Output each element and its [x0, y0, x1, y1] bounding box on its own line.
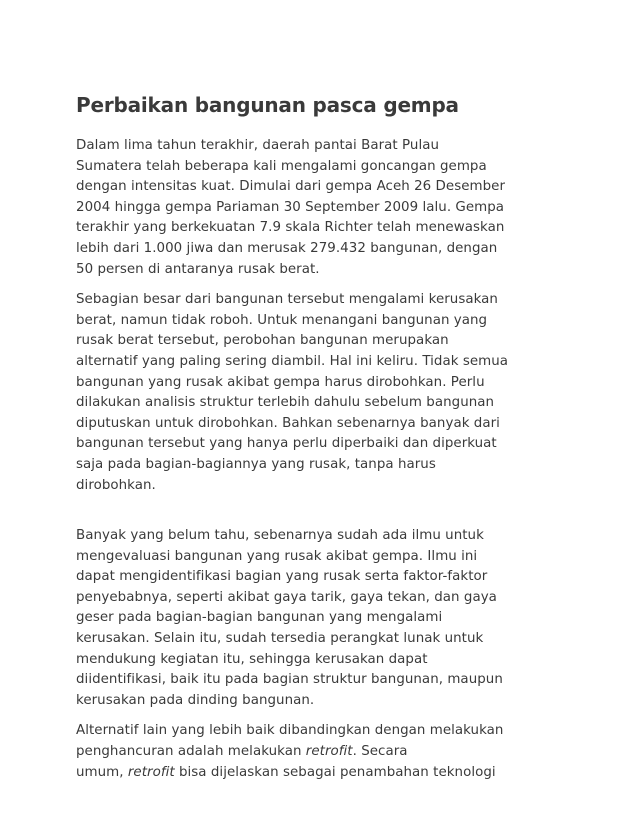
paragraph-4	[76, 721, 566, 783]
document-page	[76, 92, 566, 793]
retrofit-term-2: retrofit	[127, 764, 175, 780]
paragraph-3: Banyak yang belum tahu, sebenarnya sudah ada ilmu untuk mengevaluasi bangunan yang rusak akibat gempa. Ilmu ini dapat mengidentifikasi bagian yang rusak serta faktor-faktor penyebabnya, seperti akibat gaya tarik, gaya tekan, dan gaya geser pada bagian-bagian bangunan yang mengalami kerusakan. Selain itu, sudah tersedia perangkat lunak untuk mendukung kegiatan itu, sehingga kerusakan dapat diidentifikasi, baik itu pada bagian struktur bangunan, maupun kerusakan pada dinding bangunan.	[76, 528, 503, 708]
paragraph-4-line-2-prefix: penghancuran adalah melakukan	[76, 744, 306, 760]
document-title: Perbaikan bangunan pasca gempa	[76, 93, 459, 117]
paragraph-2: Sebagian besar dari bangunan tersebut mengalami kerusakan berat, namun tidak roboh. Untuk menangani bangunan yang rusak berat tersebut, perobohan bangunan merupakan alternatif yang paling sering diambil. Hal ini keliru. Tidak semua bangunan yang rusak akibat gempa harus dirobohkan. Perlu dilakukan analisis struktur terlebih dahulu sebelum bangunan diputuskan untuk dirobohkan. Bahkan sebenarnya banyak dari bangunan tersebut yang hanya perlu diperbaiki dan diperkuat saja pada bagian-bagiannya yang rusak, tanpa harus dirobohkan.	[76, 292, 509, 493]
paragraph-4-line-3-prefix: umum,	[76, 764, 128, 780]
paragraph-1: Dalam lima tahun terakhir, daerah pantai Barat Pulau Sumatera telah beberapa kali mengalami goncangan gempa dengan intensitas kuat. Dimulai dari gempa Aceh 26 Desember 2004 hingga gempa Pariaman 30 September 2009 lalu. Gempa terakhir yang berkekuatan 7.9 skala Richter telah menewaskan lebih dari 1.000 jiwa dan merusak 279.432 bangunan, dengan 50 persen di antaranya rusak berat.	[76, 138, 506, 277]
paragraph-4-line-2-suffix: . Secara	[352, 744, 408, 760]
paragraph-4-line-1: Alternatif lain yang lebih baik dibandingkan dengan melakukan	[76, 723, 504, 739]
retrofit-term: retrofit	[305, 744, 353, 760]
paragraph-4-line-3-suffix: bisa dijelaskan sebagai penambahan teknologi	[174, 764, 496, 780]
